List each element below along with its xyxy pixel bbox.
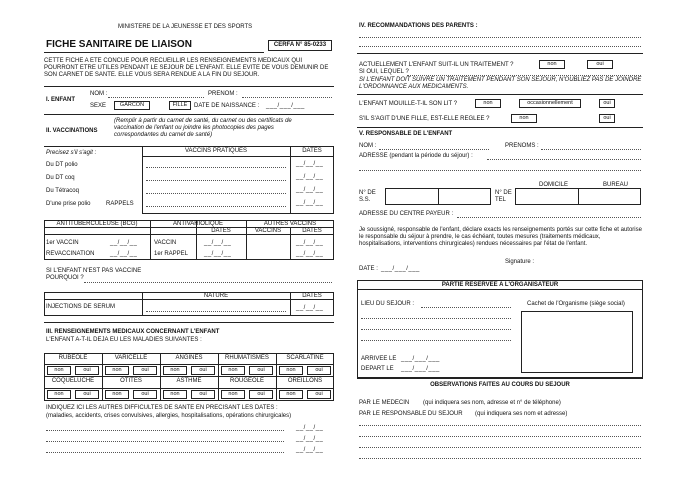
observations-field[interactable] [359,447,641,448]
antivar-vaccine-label: VACCIN [154,240,177,246]
health-notes-field[interactable] [46,441,284,442]
stay-place-field[interactable] [421,307,511,308]
vaccine-field[interactable] [146,206,286,207]
section-vaccinations-title: II. VACCINATIONS [46,128,98,134]
bcg-date[interactable]: __/__/__ [110,240,138,246]
vaccinations-note: (Remplir à partir du carnet de santé, du carnet ou des certificats de vaccination de l'enfant ou joindre les photocopies des pages correspondantes du carnet de santé) [114,118,292,138]
bedwetting-occasional-checkbox[interactable]: occasionnellement [519,99,581,108]
cerfa-number: CERFA N° 85-0233 [268,40,332,51]
observations-field[interactable] [359,436,641,437]
recommendations-field[interactable] [359,46,641,47]
section-recommandations-title: IV. RECOMMANDATIONS DES PARENTS : [359,23,478,29]
payer-address-field[interactable] [457,217,641,218]
treatment-question: ACTUELLEMENT L'ENFANT SUIT-IL UN TRAITEMENT ? [359,62,514,68]
nature-header: NATURE [203,293,229,299]
other-health-detail: (maladies, accidents, crises convulsives, allergies, hospitalisations, opérations chirurgicales) [46,413,292,419]
disease-name: OTITES [120,378,142,384]
date-label: DATE : [359,266,378,272]
section-responsable-title: V. RESPONSABLE DE L'ENFANT [359,131,453,137]
first-vaccine-label: 1er VACCIN [46,240,79,246]
vaccine-date[interactable]: __/__/__ [296,200,324,206]
guardian-address-label: ADRESSE (pendant la période du séjour) : [359,153,473,159]
other-vaccine-date[interactable]: __/__/__ [296,251,324,257]
antivar-rappel-label: 1er RAPPEL [154,251,189,257]
vaccine-date[interactable]: __/__/__ [296,187,324,193]
form-title: FICHE SANITAIRE DE LIAISON [46,39,192,50]
guardian-firstnames-field[interactable] [541,149,641,150]
disease-oui-checkbox[interactable]: oui [133,390,157,399]
guardian-declaration: Je soussigné, responsable de l'enfant, déclare exacts les renseignements portés sur cette fiche et autorise le responsable du séjour à prendre, le cas échéant, toutes mesures (traitements médicaux, hospitalisations, interventions chirurgicales) rendues nécessaires par l'état de l'enfant. [359,227,642,247]
serum-label: INJECTIONS DE SERUM [46,304,116,310]
intro-text: CETTE FICHE A ETE CONCUE POUR RECUEILLIR LES RENSEIGNEMENTS MEDICAUX QUI POURRONT ETRE UTILES PENDANT LE SEJOUR DE L'ENFANT. ELLE EVITE DE VOUS DEMUNIR DE SON CARNET DE SANTE. ELLE VOUS SERA RENDUE A LA FIN DU SEJOUR. [44,58,329,78]
guardian-firstnames-label: PRENOMS : [505,143,539,149]
antivar-date[interactable]: __/__/__ [204,240,232,246]
section-enfant-title: I. ENFANT [46,97,76,103]
disease-name: RUBEOLE [58,355,88,361]
stamp-area[interactable] [521,311,633,373]
disease-non-checkbox[interactable]: non [221,390,245,399]
disease-name: VARICELLE [114,355,148,361]
vaccine-field[interactable] [146,180,286,181]
child-firstname-label: PRENOM : [208,91,238,97]
recommendations-field[interactable] [359,37,641,38]
stay-manager-label: PAR LE RESPONSABLE DU SEJOUR [359,411,463,417]
dates-header: DATES [302,293,322,299]
disease-oui-checkbox[interactable]: oui [191,366,215,375]
left-page [44,0,334,487]
guardian-name-label: NOM : [359,143,377,149]
disease-non-checkbox[interactable]: non [47,366,71,375]
sex-garcon-checkbox[interactable]: GARCON [114,101,150,110]
disease-name: OREILLONS [287,378,323,384]
disease-name: ASTHME [176,378,202,384]
vaccine-date[interactable]: __/__/__ [296,174,324,180]
treatment-oui-checkbox[interactable]: oui [587,60,613,69]
disease-non-checkbox[interactable]: non [105,366,129,375]
antivariolique-header: ANTIVARIOLIQUE [173,221,223,227]
stay-place-field[interactable] [361,318,511,319]
diseases-question: L'ENFANT A-T-IL DEJA EU LES MALADIES SUIVANTES : [46,337,202,343]
bedwetting-oui-checkbox[interactable]: oui [599,99,615,108]
disease-oui-checkbox[interactable]: oui [191,390,215,399]
other-vaccine-date[interactable]: __/__/__ [296,240,324,246]
domicile-label: DOMICILE [539,182,569,188]
disease-name: ANGINES [175,355,203,361]
bedwetting-question: L'ENFANT MOUILLE-T-IL SON LIT ? [359,101,458,107]
stay-place-label: LIEU DU SEJOUR : [361,301,415,307]
revaccination-label: REVACCINATION [46,251,95,257]
bureau-label: BUREAU [603,182,629,188]
disease-oui-checkbox[interactable]: oui [75,390,99,399]
vaccine-row-label: Du Tétracoq [46,188,79,194]
disease-name: COQUELUCHE [51,378,95,384]
vaccins-pratiques-header: VACCINS PRATIQUES [184,148,248,154]
disease-oui-checkbox[interactable]: oui [307,366,331,375]
dates-header: DATES [302,148,322,154]
health-notes-field[interactable] [46,430,284,431]
guardian-address-field[interactable] [487,159,641,160]
stay-manager-note: (qui indiquera ses nom et adresse) [475,411,568,417]
disease-non-checkbox[interactable]: non [163,366,187,375]
bcg-header: ANTITUBERCULEUSE (BCG) [56,221,138,227]
vaccins-header: VACCINS [254,228,282,234]
not-vaccinated-question: SI L'ENFANT N'EST PAS VACCINE POURQUOI ? [46,268,142,281]
right-page [357,0,643,487]
disease-non-checkbox[interactable]: non [163,390,187,399]
doctor-note: (qui indiquera ses nom, adresse et n° de téléphone) [423,400,561,406]
treatment-which-label: SI OUI, LEQUEL ? [359,69,409,75]
disease-oui-checkbox[interactable]: oui [249,366,273,375]
health-note-date[interactable]: __/__/__ [296,436,324,442]
ministry: MINISTERE DE LA JEUNESSE ET DES SPORTS [118,24,253,30]
vaccine-field[interactable] [146,167,286,168]
autres-vaccins-header: AUTRES VACCINS [263,221,317,227]
treatment-warning: SI L'ENFANT DOIT SUIVRE UN TRAITEMENT PENDANT SON SEJOUR, N'OUBLIEZ PAS DE JOINDRE L'ORDONNANCE AUX MEDICAMENTS. [359,77,642,90]
bedwetting-non-checkbox[interactable]: non [475,99,501,108]
health-note-date[interactable]: __/__/__ [296,447,324,453]
stay-place-field[interactable] [361,329,511,330]
disease-oui-checkbox[interactable]: oui [249,390,273,399]
guardian-name-field[interactable] [379,149,489,150]
disease-name: RHUMATISMES [225,355,269,361]
disease-oui-checkbox[interactable]: oui [307,390,331,399]
menstruation-question: S'IL S'AGIT D'UNE FILLE, EST-ELLE REGLEE ? [359,116,490,122]
stamp-label: Cachet de l'Organisme (siège social) [527,301,625,307]
sex-fille-checkbox[interactable]: FILLE [169,101,191,110]
vaccine-field[interactable] [146,193,286,194]
birthdate-label: DATE DE NAISSANCE : [194,103,260,109]
disease-non-checkbox[interactable]: non [105,390,129,399]
health-note-date[interactable]: __/__/__ [296,425,324,431]
treatment-non-checkbox[interactable]: non [539,60,565,69]
signature-label: Signature : [505,259,535,265]
disease-name: ROUGEOLE [229,378,264,384]
vaccine-date[interactable]: __/__/__ [296,161,324,167]
arrival-date-field[interactable]: ___/___/___ [401,356,440,362]
dates-header: DATES [211,228,231,234]
precisez-label: Precisez s'il s'agit : [46,150,97,156]
other-health-label: INDIQUEZ ICI LES AUTRES DIFFICULTES DE SANTE EN PRECISANT LES DATES : [46,405,278,411]
payer-address-label: ADRESSE DU CENTRE PAYEUR : [359,211,454,217]
bcg-date[interactable]: __/__/__ [110,251,138,257]
menstruation-oui-checkbox[interactable]: oui [599,114,615,123]
disease-name: SCARLATINE [286,355,324,361]
doctor-label: PAR LE MEDECIN [359,400,410,406]
stay-place-field[interactable] [361,340,511,341]
ss-number-label: N° DE S.S. [359,190,376,203]
serum-field[interactable] [146,311,286,312]
disease-non-checkbox[interactable]: non [221,366,245,375]
tel-label: N° DE TEL [495,190,512,203]
child-name-label: NOM : [90,91,108,97]
disease-non-checkbox[interactable]: non [47,390,71,399]
disease-oui-checkbox[interactable]: oui [75,366,99,375]
disease-non-checkbox[interactable]: non [279,390,303,399]
health-notes-field[interactable] [46,452,284,453]
child-name-field[interactable] [108,97,204,98]
guardian-address-field[interactable] [359,170,641,171]
menstruation-non-checkbox[interactable]: non [511,114,537,123]
disease-non-checkbox[interactable]: non [279,366,303,375]
not-vaccinated-field[interactable] [84,282,332,283]
arrival-label: ARRIVEE LE [361,356,397,362]
departure-label: DEPART LE [361,366,394,372]
sex-label: SEXE [90,103,107,109]
departure-date-field[interactable]: ___/___/___ [401,366,440,372]
observations-field[interactable] [359,425,641,426]
observations-field[interactable] [359,458,641,459]
child-firstname-field[interactable] [242,97,332,98]
antivar-date[interactable]: __/__/__ [204,251,232,257]
observations-title: OBSERVATIONS FAITES AU COURS DU SEJOUR [430,382,570,388]
disease-oui-checkbox[interactable]: oui [133,366,157,375]
organiser-title: PARTIE RESERVEE A L'ORGANISATEUR [441,282,559,288]
dates-header: DATES [302,228,322,234]
vaccine-row-label: D'une prise polio [46,201,91,207]
vaccine-row-label: Du DT polio [46,162,78,168]
signature-date-field[interactable]: ___/___/___ [381,266,420,272]
vaccine-row-label: Du DT coq [46,175,75,181]
serum-date[interactable]: __/__/__ [296,305,324,311]
treatment-which-field[interactable] [407,75,641,76]
section-medical-title: III. RENSEIGNEMENTS MEDICAUX CONCERNANT L'ENFANT [46,329,220,335]
birthdate-field[interactable]: ___/___/___ [266,103,305,109]
rappels-label: RAPPELS [106,201,134,207]
